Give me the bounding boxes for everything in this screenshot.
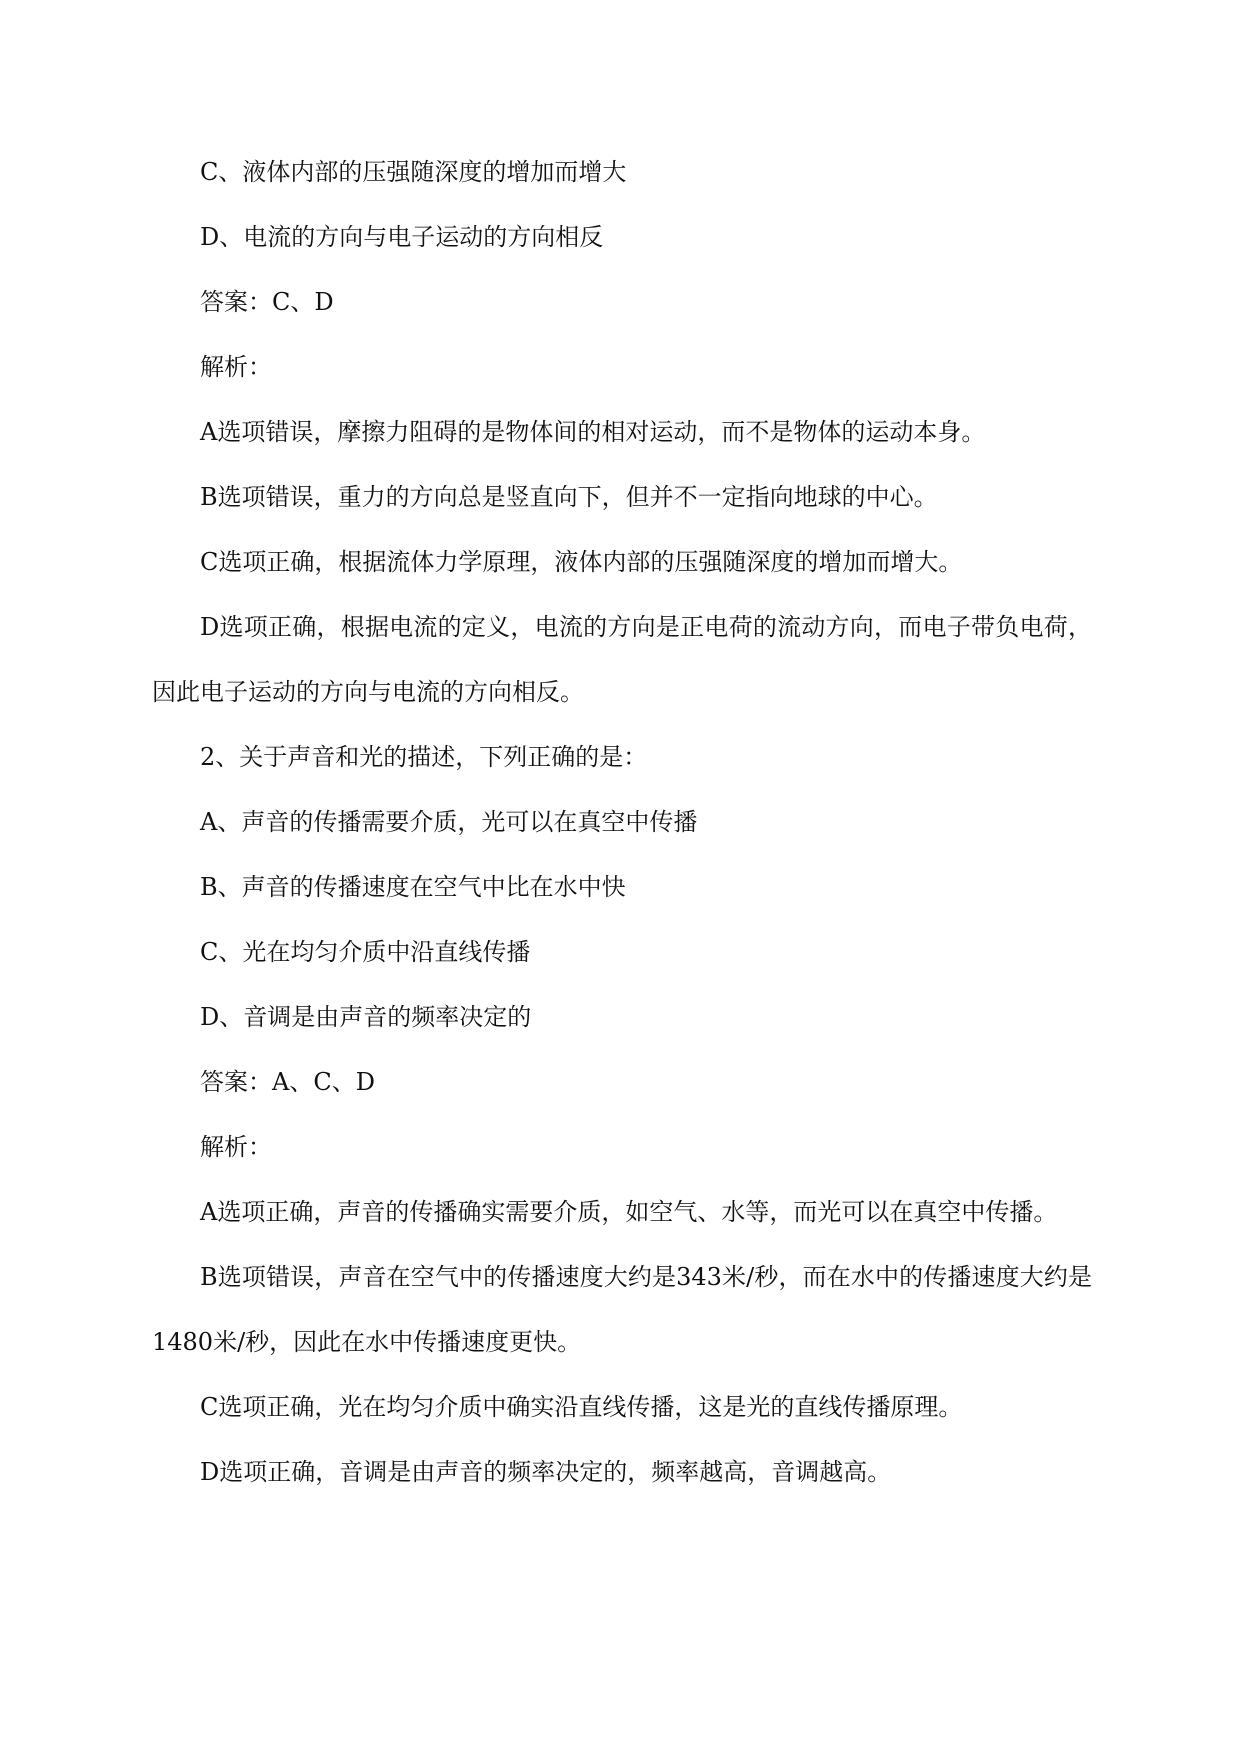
answer-q2: 答案：A、C、D <box>200 1068 375 1096</box>
option-b-q2: B、声音的传播速度在空气中比在水中快 <box>200 873 626 901</box>
analysis-heading-q1: 解析： <box>200 353 272 381</box>
analysis-c-q1: C选项正确，根据流体力学原理，液体内部的压强随深度的增加而增大。 <box>200 548 963 576</box>
option-c-q2: C、光在均匀介质中沿直线传播 <box>200 938 531 966</box>
answer-q1: 答案：C、D <box>200 288 334 316</box>
analysis-b-q1: B选项错误，重力的方向总是竖直向下，但并不一定指向地球的中心。 <box>200 483 938 511</box>
option-d-q1: D、电流的方向与电子运动的方向相反 <box>200 223 604 251</box>
question-2: 2、关于声音和光的描述，下列正确的是： <box>200 743 648 771</box>
analysis-c-q2: C选项正确，光在均匀介质中确实沿直线传播，这是光的直线传播原理。 <box>200 1393 963 1421</box>
analysis-a-q2: A选项正确，声音的传播确实需要介质，如空气、水等，而光可以在真空中传播。 <box>200 1198 1058 1226</box>
analysis-d-q1: D选项正确，根据电流的定义，电流的方向是正电荷的流动方向，而电子带负电荷，因此电子运动的方向与电流的方向相反。 <box>152 613 1092 706</box>
option-d-q2: D、音调是由声音的频率决定的 <box>200 1003 532 1031</box>
option-a-q2: A、声音的传播需要介质，光可以在真空中传播 <box>200 808 698 836</box>
option-c-q1: C、液体内部的压强随深度的增加而增大 <box>200 158 627 186</box>
analysis-a-q1: A选项错误，摩擦力阻碍的是物体间的相对运动，而不是物体的运动本身。 <box>200 418 986 446</box>
document-body <box>152 140 1092 1505</box>
analysis-b-q2: B选项错误，声音在空气中的传播速度大约是343米/秒，而在水中的传播速度大约是1480米/秒，因此在水中传播速度更快。 <box>152 1263 1092 1356</box>
analysis-d-q2: D选项正确，音调是由声音的频率决定的，频率越高，音调越高。 <box>200 1458 892 1486</box>
analysis-heading-q2: 解析： <box>200 1133 272 1161</box>
